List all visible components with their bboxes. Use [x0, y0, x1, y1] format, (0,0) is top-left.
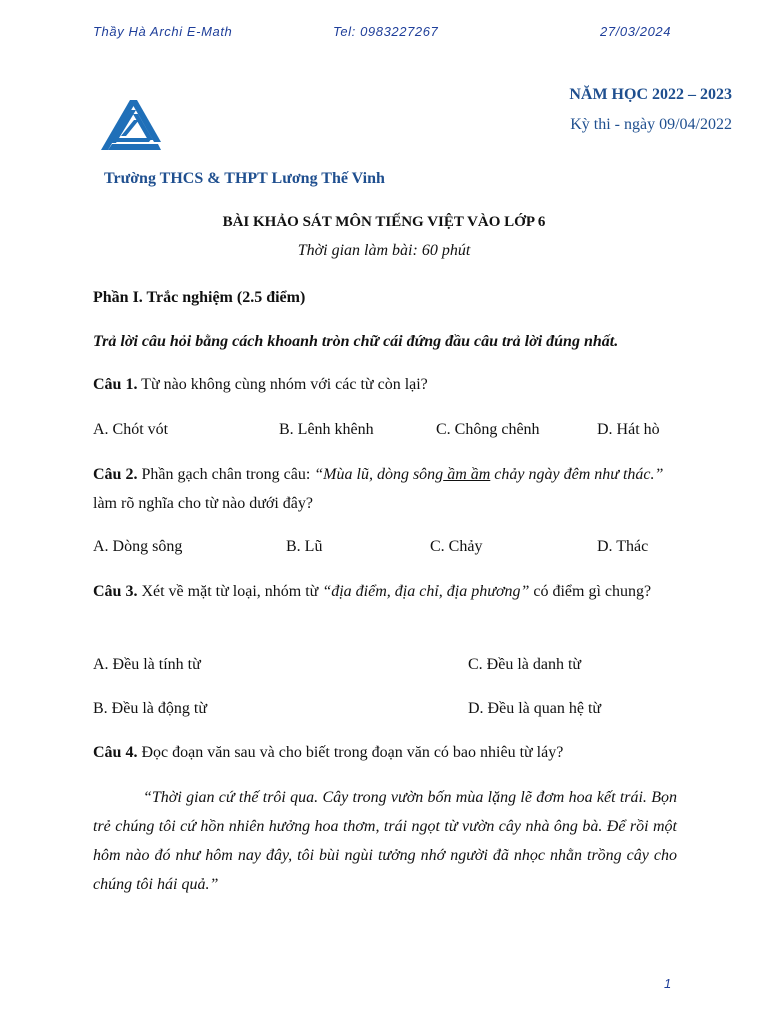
question-1: [93, 376, 428, 394]
page-number: 1: [664, 976, 672, 991]
q2-option-d[interactable]: D. Thác: [597, 538, 649, 555]
question-text: Đọc đoạn văn sau và cho biết trong đoạn văn có bao nhiêu từ láy?: [137, 744, 564, 761]
question-label: Câu 2.: [93, 466, 138, 483]
question-text: làm rõ nghĩa cho từ nào dưới đây?: [93, 495, 313, 512]
quote-text: “Mùa lũ, dòng sông: [314, 466, 444, 483]
q3-option-b[interactable]: B. Đều là động từ: [93, 700, 207, 717]
q1-option-d[interactable]: D. Hát hò: [597, 421, 660, 438]
question-text: có điểm gì chung?: [529, 583, 652, 600]
school-logo-icon: [100, 100, 162, 152]
q3-option-c[interactable]: C. Đều là danh từ: [468, 656, 582, 673]
question-4: [93, 744, 563, 762]
school-name: Trường THCS & THPT Lương Thế Vinh: [104, 170, 385, 187]
header-author: Thầy Hà Archi E-Math: [93, 24, 233, 39]
q3-option-a[interactable]: A. Đều là tính từ: [93, 656, 201, 673]
q2-option-c[interactable]: C. Chảy: [430, 538, 483, 555]
quote-text: “địa điểm, địa chỉ, địa phương”: [322, 583, 530, 600]
q1-option-b[interactable]: B. Lênh khênh: [279, 421, 374, 438]
q3-option-d[interactable]: D. Đều là quan hệ từ: [468, 700, 602, 717]
question-label: Câu 4.: [93, 744, 138, 761]
part1-instruction: Trả lời câu hỏi bằng cách khoanh tròn chữ cái đứng đầu câu trả lời đúng nhất.: [93, 333, 619, 350]
reading-passage: “Thời gian cứ thế trôi qua. Cây trong vườn bốn mùa lặng lẽ đơm hoa kết trái. Bọn trẻ chúng tôi cứ hồn nhiên hưởng hoa thơm, trái ngọt từ vườn cây nhà ông bà. Để rồi một hôm nào đó như hôm nay đây, tôi bùi ngùi tưởng nhớ người đã nhọc nhằn trồng cây cho chúng tôi hái quả.”: [93, 789, 677, 893]
header-date: 27/03/2024: [600, 24, 672, 39]
quote-text: chảy ngày đêm như thác.”: [490, 466, 664, 483]
question-text: Từ nào không cùng nhóm với các từ còn lại?: [137, 376, 428, 393]
q2-option-b[interactable]: B. Lũ: [286, 538, 323, 555]
exam-date: Kỳ thi - ngày 09/04/2022: [570, 116, 732, 133]
question-text: Phần gạch chân trong câu:: [137, 466, 315, 483]
question-label: Câu 1.: [93, 376, 138, 393]
header-phone: Tel: 0983227267: [333, 24, 439, 39]
question-label: Câu 3.: [93, 583, 138, 600]
exam-duration: Thời gian làm bài: 60 phút: [297, 242, 471, 259]
exam-title: BÀI KHẢO SÁT MÔN TIẾNG VIỆT VÀO LỚP 6: [222, 214, 546, 230]
question-2: [93, 460, 675, 518]
school-year: NĂM HỌC 2022 – 2023: [569, 86, 732, 103]
q1-option-a[interactable]: A. Chót vót: [93, 421, 169, 438]
question-3: [93, 577, 675, 606]
q1-option-c[interactable]: C. Chông chênh: [436, 421, 540, 438]
underlined-phrase: ầm ầm: [443, 466, 491, 483]
part1-heading: Phần I. Trắc nghiệm (2.5 điểm): [93, 289, 306, 306]
q2-option-a[interactable]: A. Dòng sông: [93, 538, 183, 555]
question-text: Xét về mặt từ loại, nhóm từ: [137, 583, 323, 600]
